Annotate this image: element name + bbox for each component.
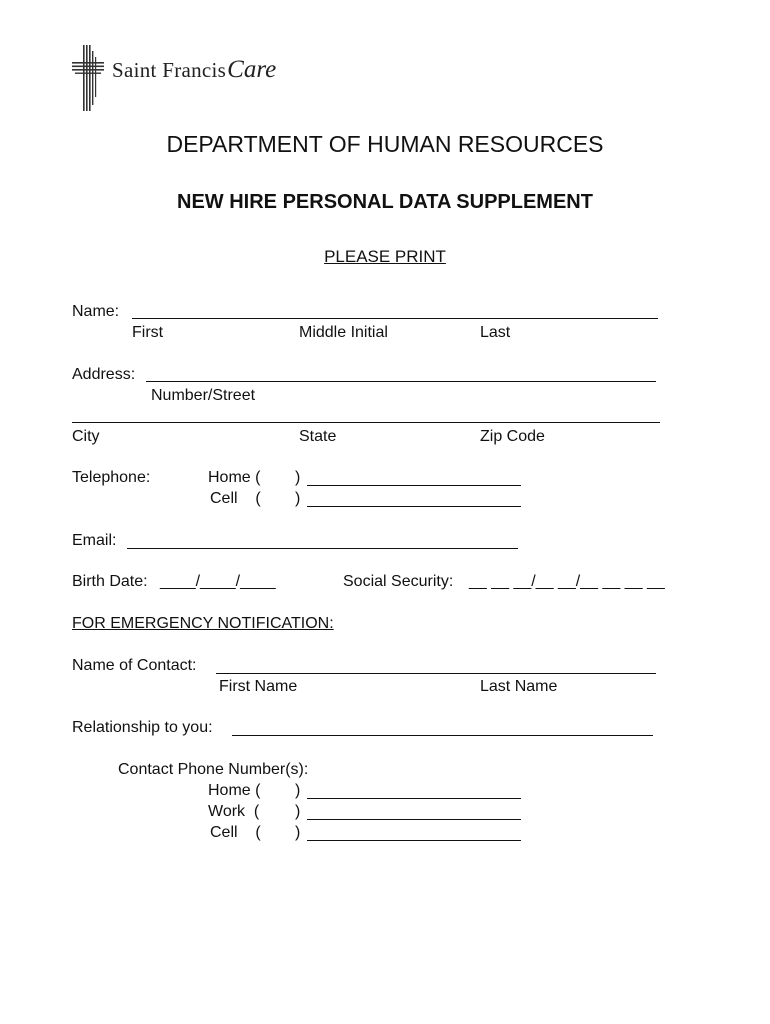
contact-home-line[interactable] [307,798,521,799]
address-city-caption: City [72,428,100,445]
contact-home-paren: ) [295,782,301,799]
address-label: Address: [72,366,136,383]
telephone-cell-paren: ) [295,490,301,507]
address-street-caption: Number/Street [151,387,256,404]
contact-cell-line[interactable] [307,840,521,841]
contact-name-label: Name of Contact: [72,657,197,674]
contact-work-label: Work ( [208,803,260,820]
name-last-caption: Last [480,324,511,341]
print-instruction-text: PLEASE PRINT [324,247,446,266]
telephone-cell-label: Cell ( [210,490,261,507]
contact-home-label: Home ( [208,782,261,799]
address-state-caption: State [299,428,337,445]
relationship-line[interactable] [232,735,653,736]
email-label: Email: [72,532,117,549]
contact-work-paren: ) [295,803,301,820]
contact-cell-paren: ) [295,824,301,841]
address-zip-caption: Zip Code [480,428,545,445]
contact-first-caption: First Name [219,678,298,695]
social-security-field[interactable]: __ __ __/__ __/__ __ __ __ [469,573,665,590]
name-first-caption: First [132,324,164,341]
address-street-line[interactable] [146,381,656,382]
contact-last-caption: Last Name [480,678,558,695]
contact-cell-label: Cell ( [210,824,261,841]
relationship-label: Relationship to you: [72,719,213,736]
form-title: NEW HIRE PERSONAL DATA SUPPLEMENT [177,191,593,213]
telephone-home-line[interactable] [307,485,521,486]
telephone-home-paren: ) [295,469,301,486]
contact-name-line[interactable] [216,673,656,674]
telephone-label: Telephone: [72,469,151,486]
social-security-label: Social Security: [343,573,454,590]
brand-saint-francis: Saint Francis [112,58,227,82]
brand-care: Care [227,56,277,83]
print-instruction [0,246,770,268]
name-middle-caption: Middle Initial [299,324,388,341]
name-input-line[interactable] [132,318,658,319]
address-city-line[interactable] [72,422,660,423]
birth-date-field[interactable]: ____/____/____ [160,573,276,590]
brand-logo-text [112,56,276,84]
telephone-home-label: Home ( [208,469,261,486]
contact-phones-label: Contact Phone Number(s): [118,761,309,778]
contact-work-line[interactable] [307,819,521,820]
emergency-heading: FOR EMERGENCY NOTIFICATION: [72,615,334,632]
birth-date-label: Birth Date: [72,573,148,590]
telephone-cell-line[interactable] [307,506,521,507]
name-label: Name: [72,303,120,320]
email-input-line[interactable] [127,548,518,549]
department-heading: DEPARTMENT OF HUMAN RESOURCES [166,131,604,157]
cross-logo-icon [70,45,106,111]
